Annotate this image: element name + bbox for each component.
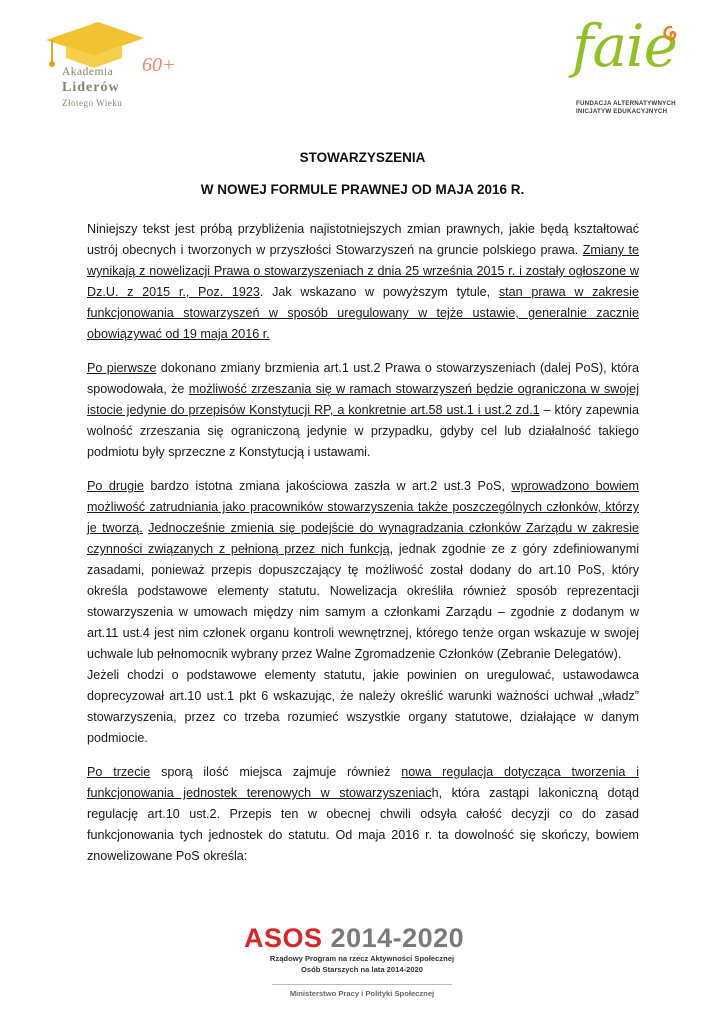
text-run: sporą ilość miejsca zajmuje również: [150, 765, 402, 779]
underlined-text: Jednocześnie zmienia się podejście do wynagradzania członków Zarządu w zakresie czynności związanych z pełnioną przez nich funkcją: [87, 521, 639, 556]
asos-years: 2014-2020: [330, 923, 465, 953]
logo-line-zlotego-wieku: Złotego Wieku: [62, 98, 123, 108]
faie-brand: faie: [572, 12, 677, 80]
footer-divider: [272, 984, 452, 985]
paragraph-intro: [87, 219, 639, 345]
text-run: Jeżeli chodzi o podstawowe elementy statutu, jakie powinien on uregulować, ustawodawca doprecyzował art.10 ust.1 pkt 6 wskazując, że należy określić warunki ważności uchwał „władz” stowarzyszenia, przez co trzeba rozumieć wszystkie organy statutowe, działające w danym podmiocie.: [87, 668, 639, 745]
section-lead: Po drugie: [87, 479, 144, 493]
text-run: , jednak zgodnie ze z góry zdefiniowanymi zasadami, ponieważ przepis dopuszczający tę możliwość został dodany do art.10 PoS, który określa podstawowe elementy statutu. Nowelizacja określiła również sposób reprezentacji stowarzyszenia w umowach między nim samym a członkami Zarządu – zgodnie z dodanym w art.11 ust.4 jest nim członek organu kontroli wewnętrznej, którego tenże organ wskazuje w swojej uchwale lub pełnomocnik wybrany przez Walne Zgromadzenie Członków (Zebranie Delegatów).: [87, 542, 639, 661]
asos-brand: [222, 924, 502, 952]
paragraph-po-trzecie: [87, 762, 639, 867]
section-lead: Po pierwsze: [87, 361, 157, 375]
text-run: – który zapewnia wolność zrzeszania się ograniczoną jedynie w przypadku, gdyby cel lub działalność takiego podmiotu były sprzeczne z Konstytucją i ustawami.: [87, 403, 639, 459]
underlined-text: możliwość zrzeszania się w ramach stowarzyszeń będzie ograniczona w swojej istocie jedynie do przepisów Konstytucji RP, a konkretnie art.58 ust.1 i ust.2 zd.1: [87, 382, 639, 417]
document-subtitle: W NOWEJ FORMULE PRAWNEJ OD MAJA 2016 R.: [200, 182, 525, 197]
underlined-text: nowa regulacja dotycząca tworzenia i funkcjonowania jednostek terenowych w stowarzyszeniac: [87, 765, 640, 800]
text-run: . Jak wskazano w powyższym tytule,: [259, 285, 499, 299]
document-title: STOWARZYSZENIA: [299, 150, 426, 165]
program-line1: Rządowy Program na rzecz Aktywności Społecznej: [269, 954, 455, 963]
faie-logo: [560, 12, 700, 126]
underlined-text: stan prawa w zakresie funkcjonowania stowarzyszeń w sposób uregulowany w tejże ustawie, generalnie zacznie obowiązywać od 19 maja 2016 r.: [87, 285, 639, 341]
text-run: h, która zastąpi lakoniczną dotąd regulację art.10 ust.2. Przepis ten w obecnej chwili odsyła całość decyzji co do zasad funkcjonowania tych jednostek do statutu. Od maja 2016 r. ta dowolność się skończy, bowiem znowelizowane PoS określa:: [87, 786, 639, 863]
underlined-text: wprowadzono bowiem możliwość zatrudniania jako pracowników stowarzyszenia także poszczególnych członków, którzy je tworzą.: [87, 479, 639, 535]
logo-line-akademia: Akademia: [62, 66, 114, 78]
text-run: Niniejszy tekst jest próbą przybliżenia najistotniejszych zmian prawnych, jakie będą kształtować ustrój obecnych i tworzonych w przyszłości Stowarzyszeń na gruncie polskiego prawa.: [87, 222, 639, 257]
swirl-icon: [660, 24, 682, 46]
faie-caption-line2: INICJATYW EDUKACYJNYCH: [576, 108, 668, 115]
text-run: dokonano zmiany brzmienia art.1 ust.2 Prawa o stowarzyszeniach (dalej PoS), która spowodowała, że: [87, 361, 639, 396]
text-run: bardzo istotna zmiana jakościowa zaszła w art.2 ust.3 PoS,: [143, 479, 512, 493]
section-lead: Po trzecie: [87, 765, 151, 779]
program-line2: Osób Starszych na lata 2014-2020: [301, 965, 423, 974]
ministry-name: Ministerstwo Pracy i Polityki Społecznej: [289, 989, 435, 998]
faie-caption-line1: FUNDACJA ALTERNATYWNYCH: [576, 100, 676, 107]
logo-badge-60: 60+: [142, 54, 176, 76]
akademia-liderow-logo: [38, 18, 178, 118]
underlined-text: Zmiany te wynikają z nowelizacji Prawa o stowarzyszeniach z dnia 25 września 2015 r. i zostały ogłoszone w Dz.U. z 2015 r., Poz. 1923: [87, 243, 639, 299]
document-body: [87, 219, 639, 880]
asos-footer-logo: [222, 924, 502, 1014]
paragraph-po-drugie: [87, 476, 639, 749]
paragraph-po-pierwsze: [87, 358, 639, 463]
logo-line-liderow: Liderów: [62, 80, 120, 95]
asos-word: ASOS: [244, 923, 323, 953]
